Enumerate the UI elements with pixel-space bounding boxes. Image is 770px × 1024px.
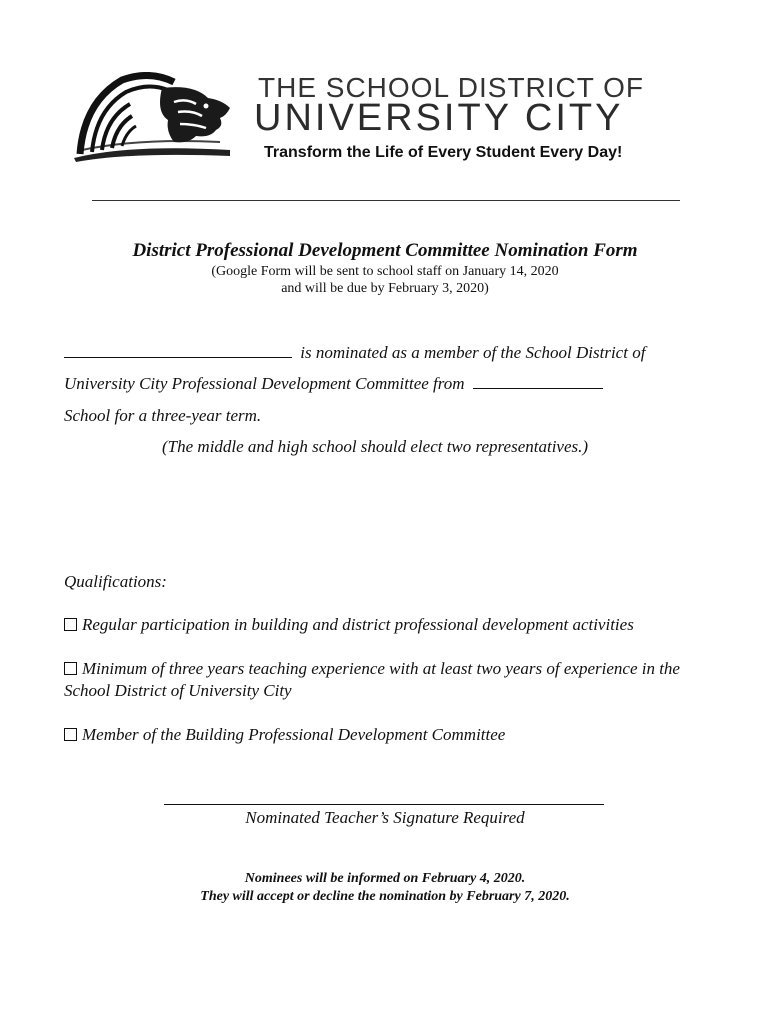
district-name-line2: UNIVERSITY CITY bbox=[254, 97, 624, 139]
checkbox-icon[interactable] bbox=[64, 618, 77, 631]
school-name-blank[interactable] bbox=[473, 374, 603, 389]
qualification-text: Minimum of three years teaching experience with at least two years of experience in the School District of University City bbox=[64, 659, 680, 700]
footer-note-line1: Nominees will be informed on February 4, 2020. bbox=[244, 871, 526, 886]
lion-logo-icon bbox=[70, 72, 240, 164]
qualifications-heading: Qualifications: bbox=[64, 572, 167, 591]
checkbox-icon[interactable] bbox=[64, 728, 77, 741]
form-subnote-line2: and will be due by February 3, 2020) bbox=[281, 281, 489, 296]
nomination-line-1 bbox=[64, 343, 645, 363]
representatives-note: (The middle and high school should elect two representatives.) bbox=[162, 437, 589, 456]
footer-note-line2: They will accept or decline the nomination by February 7, 2020. bbox=[200, 889, 570, 904]
signature-label: Nominated Teacher’s Signature Required bbox=[245, 808, 525, 827]
form-title: District Professional Development Committee Nomination Form bbox=[132, 240, 638, 261]
signature-line[interactable] bbox=[164, 804, 604, 805]
nominee-name-blank[interactable] bbox=[64, 343, 292, 358]
nomination-text-1: is nominated as a member of the School District of bbox=[300, 343, 646, 362]
nomination-line-2 bbox=[64, 374, 603, 394]
nomination-line-3: School for a three-year term. bbox=[64, 406, 262, 425]
qualification-item bbox=[64, 724, 714, 746]
header-divider bbox=[92, 200, 680, 201]
district-name-line1: THE SCHOOL DISTRICT OF bbox=[258, 72, 645, 103]
checkbox-icon[interactable] bbox=[64, 662, 77, 675]
district-tagline: Transform the Life of Every Student Every Day! bbox=[264, 144, 623, 161]
qualification-text: Regular participation in building and district professional development activities bbox=[82, 615, 634, 634]
form-subnote-line1: (Google Form will be sent to school staff on January 14, 2020 bbox=[211, 264, 559, 279]
qualification-text: Member of the Building Professional Development Committee bbox=[82, 725, 506, 744]
qualification-item bbox=[64, 658, 714, 702]
nomination-text-2: University City Professional Development Committee from bbox=[64, 374, 465, 393]
qualification-item bbox=[64, 614, 714, 636]
district-logo bbox=[70, 72, 240, 164]
